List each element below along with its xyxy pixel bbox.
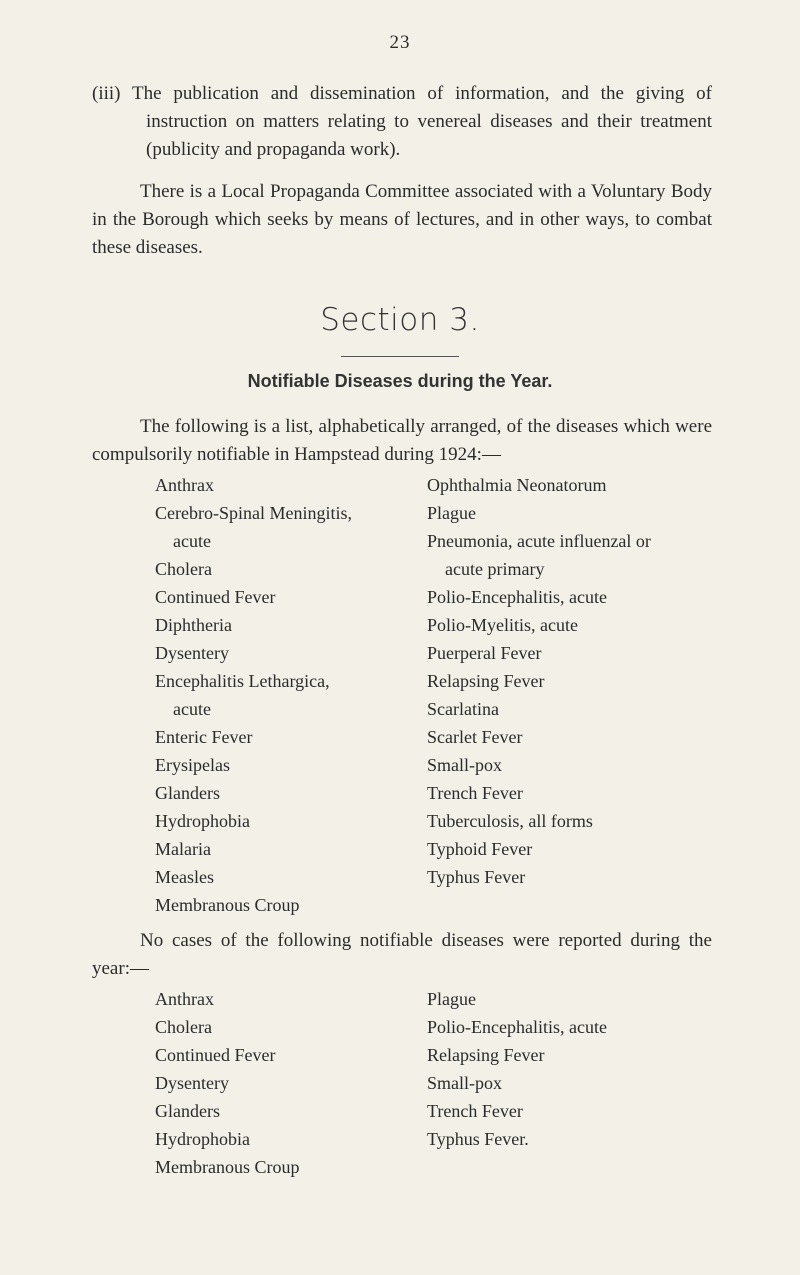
- disease-name: Polio-Encephalitis, acute: [427, 1017, 607, 1037]
- disease-name: Enteric Fever: [155, 727, 253, 747]
- disease-name: Trench Fever: [427, 1101, 523, 1121]
- disease-list-item: [427, 1069, 727, 1097]
- notifiable-diseases-list-right: [427, 471, 727, 891]
- disease-name: Typhus Fever: [427, 867, 526, 887]
- disease-list-item: [427, 667, 727, 695]
- disease-list-item: [155, 1013, 405, 1041]
- disease-name: Diphtheria: [155, 615, 232, 635]
- disease-name: Hydrophobia: [155, 1129, 250, 1149]
- disease-name: Glanders: [155, 1101, 220, 1121]
- disease-name: Polio-Myelitis, acute: [427, 615, 578, 635]
- disease-name-continuation: acute: [173, 531, 211, 551]
- disease-name: Malaria: [155, 839, 211, 859]
- disease-name: Scarlatina: [427, 699, 499, 719]
- disease-name: Membranous Croup: [155, 895, 300, 915]
- disease-name: Erysipelas: [155, 755, 230, 775]
- disease-list-item: [427, 1041, 727, 1069]
- disease-name: Plague: [427, 503, 476, 523]
- disease-name: Hydrophobia: [155, 811, 250, 831]
- disease-name: Relapsing Fever: [427, 1045, 545, 1065]
- disease-list-item: [427, 499, 727, 527]
- disease-name: Continued Fever: [155, 587, 276, 607]
- disease-name: Trench Fever: [427, 783, 523, 803]
- section-heading: Section 3.: [320, 302, 480, 338]
- disease-name: Plague: [427, 989, 476, 1009]
- disease-name: Small-pox: [427, 755, 502, 775]
- disease-name: Dysentery: [155, 643, 229, 663]
- disease-name: Pneumonia, acute influenzal or: [427, 531, 651, 551]
- disease-name: Puerperal Fever: [427, 643, 542, 663]
- disease-name-continuation: acute: [173, 699, 211, 719]
- disease-list-item: [427, 639, 727, 667]
- disease-name: Tuberculosis, all forms: [427, 811, 593, 831]
- paragraph-notifiable-intro: The following is a list, alphabetically arranged, of the diseases which were compulsorily notifiable in Hampstead during 1924:—: [92, 416, 712, 465]
- disease-list-item: [155, 667, 405, 723]
- disease-list-item: [427, 807, 727, 835]
- disease-name: Cholera: [155, 1017, 212, 1037]
- disease-list-item: [155, 555, 405, 583]
- disease-list-item: [155, 471, 405, 499]
- disease-list-item: [155, 723, 405, 751]
- paragraph-no-cases-intro: No cases of the following notifiable diseases were reported during the year:—: [92, 930, 712, 979]
- disease-list-item: [427, 1097, 727, 1125]
- disease-list-item: [427, 751, 727, 779]
- disease-list-item: [427, 863, 727, 891]
- heading-divider: [341, 356, 459, 357]
- disease-list-item: [155, 639, 405, 667]
- disease-list-item: [155, 1097, 405, 1125]
- disease-name: Anthrax: [155, 989, 214, 1009]
- paragraph-item-iii: (iii) The publication and dissemination of information, and the giving of instruction on matters relating to venereal diseases and their treatment (publicity and propaganda work).: [92, 83, 712, 160]
- disease-name: Glanders: [155, 783, 220, 803]
- disease-list-item: [427, 527, 727, 583]
- disease-name: Ophthalmia Neonatorum: [427, 475, 607, 495]
- disease-list-item: [155, 751, 405, 779]
- subheading-notifiable-diseases: Notifiable Diseases during the Year.: [247, 371, 553, 391]
- disease-name: Scarlet Fever: [427, 727, 523, 747]
- disease-list-item: [155, 1153, 405, 1181]
- disease-name: Cholera: [155, 559, 212, 579]
- disease-list-item: [155, 611, 405, 639]
- disease-list-item: [427, 1013, 727, 1041]
- disease-name-continuation: acute primary: [445, 559, 545, 579]
- disease-name: Membranous Croup: [155, 1157, 300, 1177]
- disease-name: Typhus Fever.: [427, 1129, 529, 1149]
- page-number: 23: [389, 32, 411, 53]
- disease-list-item: [427, 835, 727, 863]
- disease-name: Polio-Encephalitis, acute: [427, 587, 607, 607]
- disease-name: Measles: [155, 867, 214, 887]
- notifiable-diseases-list-left: [155, 471, 405, 919]
- disease-list-item: [155, 807, 405, 835]
- disease-list-item: [427, 723, 727, 751]
- disease-list-item: [155, 1125, 405, 1153]
- disease-name: Cerebro-Spinal Meningitis,: [155, 503, 352, 523]
- disease-list-item: [155, 863, 405, 891]
- disease-name: Dysentery: [155, 1073, 229, 1093]
- paragraph-propaganda-committee: There is a Local Propaganda Committee associated with a Voluntary Body in the Borough which seeks by means of lectures, and in other ways, to combat these diseases.: [92, 181, 712, 258]
- disease-list-item: [155, 1041, 405, 1069]
- disease-list-item: [155, 835, 405, 863]
- disease-name: Typhoid Fever: [427, 839, 533, 859]
- disease-list-item: [427, 695, 727, 723]
- disease-list-item: [427, 985, 727, 1013]
- disease-list-item: [427, 1125, 727, 1153]
- disease-list-item: [155, 583, 405, 611]
- disease-name: Anthrax: [155, 475, 214, 495]
- disease-list-item: [155, 985, 405, 1013]
- disease-list-item: [427, 611, 727, 639]
- no-cases-list-right: [427, 985, 727, 1153]
- disease-list-item: [427, 471, 727, 499]
- disease-list-item: [155, 891, 405, 919]
- disease-list-item: [155, 779, 405, 807]
- disease-name: Continued Fever: [155, 1045, 276, 1065]
- no-cases-list-left: [155, 985, 405, 1181]
- disease-name: Relapsing Fever: [427, 671, 545, 691]
- disease-list-item: [155, 1069, 405, 1097]
- disease-list-item: [427, 779, 727, 807]
- disease-name: Encephalitis Lethargica,: [155, 671, 330, 691]
- disease-list-item: [427, 583, 727, 611]
- disease-name: Small-pox: [427, 1073, 502, 1093]
- disease-list-item: [155, 499, 405, 555]
